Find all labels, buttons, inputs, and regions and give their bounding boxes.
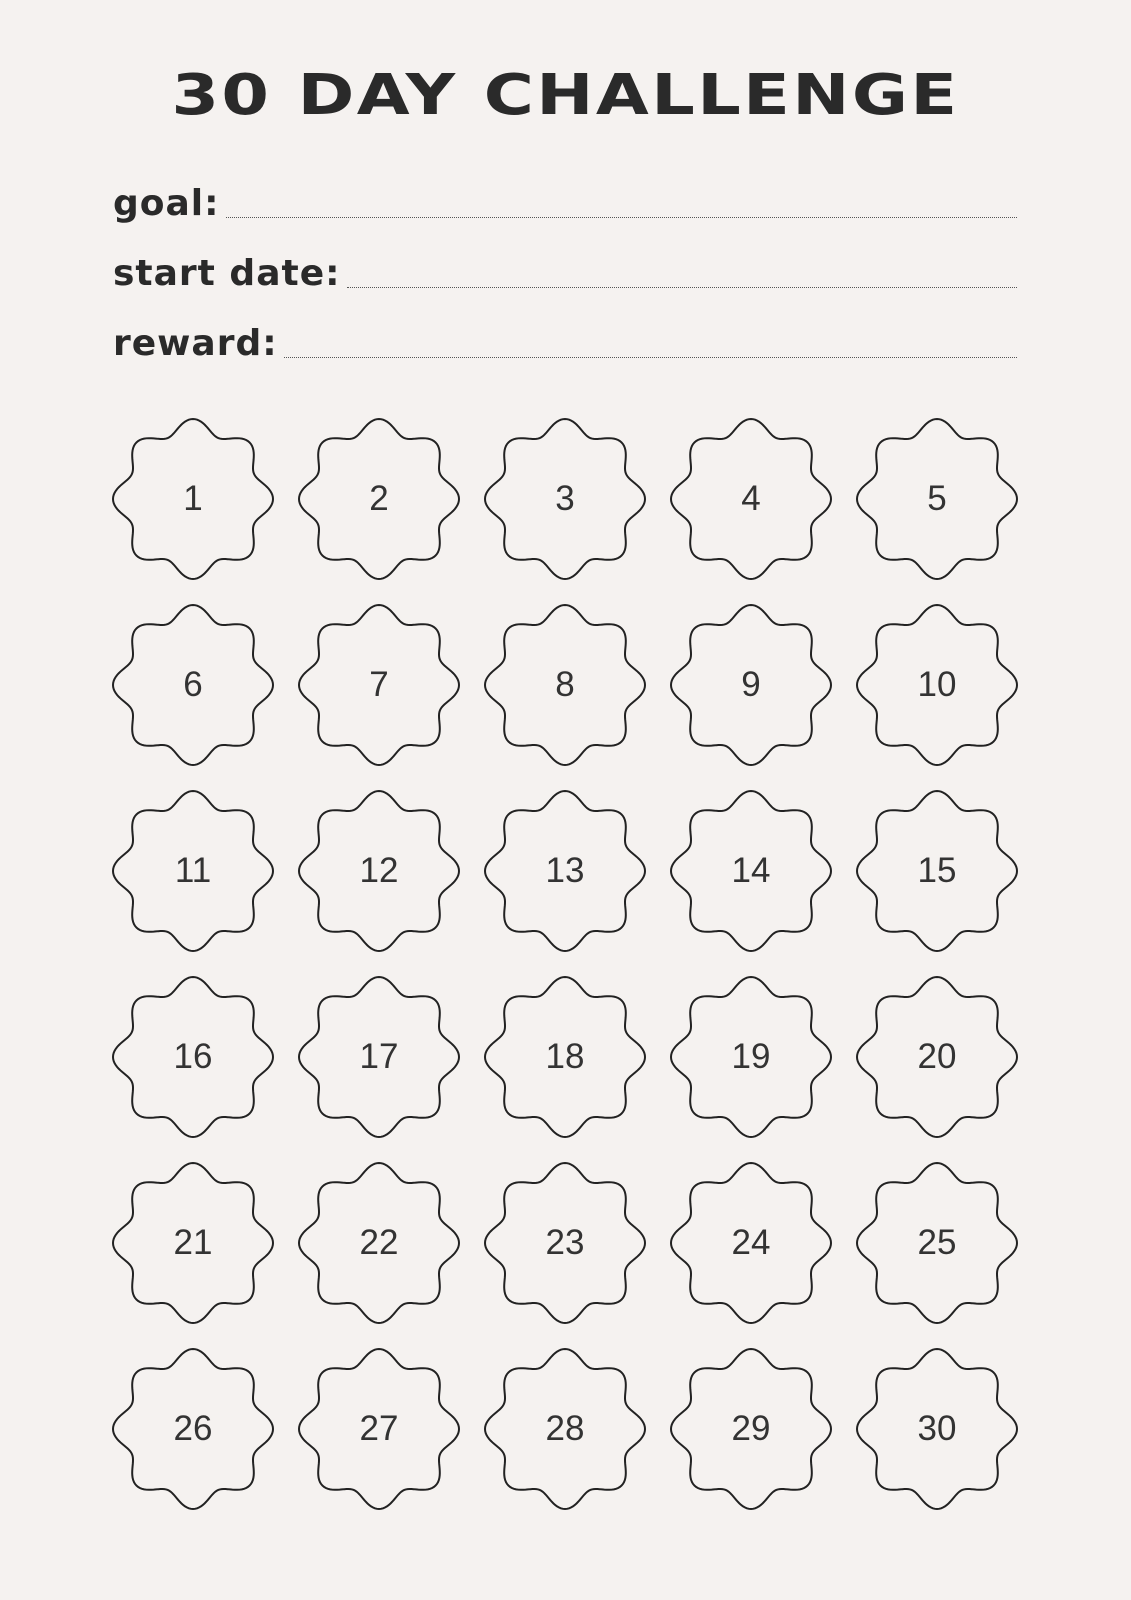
day-number: 25	[917, 1223, 957, 1262]
day-badge-10[interactable]	[857, 605, 1017, 765]
day-number: 26	[173, 1409, 213, 1448]
day-badge-8[interactable]	[485, 605, 645, 765]
day-badge-21[interactable]	[113, 1163, 273, 1323]
day-number: 27	[359, 1409, 399, 1448]
day-number: 28	[545, 1409, 585, 1448]
day-number: 10	[917, 665, 957, 704]
day-badge-22[interactable]	[299, 1163, 459, 1323]
day-number: 3	[555, 479, 575, 518]
day-number: 18	[545, 1037, 585, 1076]
day-badge-28[interactable]	[485, 1349, 645, 1509]
day-number: 16	[173, 1037, 213, 1076]
day-badge-1[interactable]	[113, 419, 273, 579]
day-badge-2[interactable]	[299, 419, 459, 579]
day-number: 6	[183, 665, 203, 704]
day-number: 1	[183, 479, 203, 518]
day-number: 14	[731, 851, 771, 890]
day-badge-15[interactable]	[857, 791, 1017, 951]
day-number: 29	[731, 1409, 771, 1448]
day-number: 19	[731, 1037, 771, 1076]
day-number: 12	[359, 851, 399, 890]
day-number: 30	[917, 1409, 957, 1448]
day-badge-27[interactable]	[299, 1349, 459, 1509]
day-number: 21	[173, 1223, 213, 1262]
day-badge-7[interactable]	[299, 605, 459, 765]
day-badge-17[interactable]	[299, 977, 459, 1137]
day-number: 7	[369, 665, 389, 704]
day-badge-24[interactable]	[671, 1163, 831, 1323]
day-badge-19[interactable]	[671, 977, 831, 1137]
day-badge-12[interactable]	[299, 791, 459, 951]
day-number: 13	[545, 851, 585, 890]
day-badge-26[interactable]	[113, 1349, 273, 1509]
day-badge-14[interactable]	[671, 791, 831, 951]
day-badge-6[interactable]	[113, 605, 273, 765]
day-number: 17	[359, 1037, 399, 1076]
day-badge-4[interactable]	[671, 419, 831, 579]
day-badge-5[interactable]	[857, 419, 1017, 579]
day-badge-30[interactable]	[857, 1349, 1017, 1509]
day-badge-11[interactable]	[113, 791, 273, 951]
day-badge-3[interactable]	[485, 419, 645, 579]
day-badge-25[interactable]	[857, 1163, 1017, 1323]
day-number: 2	[369, 479, 389, 518]
day-badge-9[interactable]	[671, 605, 831, 765]
day-number: 5	[927, 479, 947, 518]
day-badge-18[interactable]	[485, 977, 645, 1137]
page-title: 30 DAY CHALLENGE	[171, 63, 960, 128]
reward-label: reward:	[113, 323, 278, 364]
day-badge-16[interactable]	[113, 977, 273, 1137]
day-number: 15	[917, 851, 957, 890]
day-number: 20	[917, 1037, 957, 1076]
day-number: 4	[741, 479, 761, 518]
day-badge-23[interactable]	[485, 1163, 645, 1323]
day-number: 23	[545, 1223, 585, 1262]
day-badge-29[interactable]	[671, 1349, 831, 1509]
day-number: 11	[174, 851, 212, 890]
day-number: 22	[359, 1223, 399, 1262]
day-badge-20[interactable]	[857, 977, 1017, 1137]
goal-label: goal:	[113, 183, 220, 224]
day-number: 24	[731, 1223, 771, 1262]
start-date-label: start date:	[113, 253, 341, 294]
day-number: 9	[741, 665, 761, 704]
day-number: 8	[555, 665, 575, 704]
day-badge-13[interactable]	[485, 791, 645, 951]
